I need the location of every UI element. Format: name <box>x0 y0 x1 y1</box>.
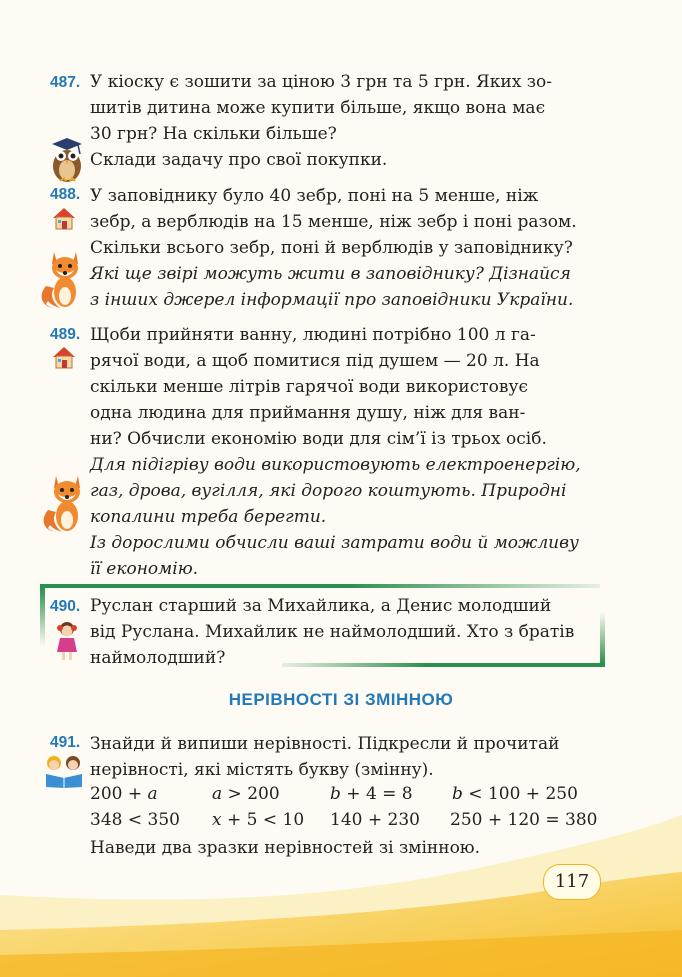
text-line: з інших джерел інформації про заповідники України. <box>90 290 574 310</box>
task-487-text <box>90 69 594 173</box>
ineq-text: > 200 <box>222 784 280 804</box>
page-number: 117 <box>543 864 601 900</box>
task-491-text <box>90 731 594 783</box>
text-line: копалини треба берегти. <box>90 507 327 527</box>
inequality-item <box>330 810 420 830</box>
inequality-item <box>212 810 304 830</box>
text-line: наймолодший? <box>90 648 226 668</box>
text-line: шитів дитина може купити більше, якщо вона має <box>90 98 546 118</box>
text-line: одна людина для приймання душу, ніж для ван- <box>90 403 526 423</box>
text-line: Знайди й випиши нерівності. Підкресли й прочитай <box>90 734 560 754</box>
task-number-488: 488. <box>50 186 81 203</box>
text-line: 30 грн? На скільки більше? <box>90 124 337 144</box>
inequality-item <box>450 810 597 830</box>
kids-reading-icon <box>42 754 86 788</box>
text-line: Для підігріву води використовують електроенергію, <box>90 455 581 475</box>
ineq-text: 250 + 120 = 380 <box>450 810 598 830</box>
ineq-text: 348 < 350 <box>90 810 180 830</box>
inequality-item <box>452 784 578 804</box>
text-line: У заповіднику було 40 зебр, поні на 5 менше, ніж <box>90 186 539 206</box>
task-number-491: 491. <box>50 734 81 751</box>
task-488-text <box>90 183 594 313</box>
task-number-490: 490. <box>50 598 81 615</box>
frame-right-bar <box>600 612 605 664</box>
text-line: Які ще звірі можуть жити в заповіднику? Дізнайся <box>90 264 571 284</box>
owl-teacher-icon <box>46 134 88 184</box>
frame-left-bar <box>40 588 45 646</box>
text-line: У кіоску є зошити за ціною 3 грн та 5 грн. Яких зо- <box>90 72 552 92</box>
text-line: її економію. <box>90 559 199 579</box>
ineq-text: + 4 = 8 <box>340 784 413 804</box>
text-line: Скільки всього зебр, поні й верблюдів у заповіднику? <box>90 238 573 258</box>
text-line: ни? Обчисли економію води для сім’ї із трьох осіб. <box>90 429 547 449</box>
ineq-var: a <box>212 784 223 804</box>
inequality-item <box>90 810 180 830</box>
text-line: Склади задачу про свої покупки. <box>90 150 388 170</box>
text-line: рячої води, а щоб помитися під душем — 20 л. На <box>90 351 540 371</box>
ineq-var: b <box>452 784 463 804</box>
fox-icon <box>40 470 86 536</box>
ineq-text: < 100 + 250 <box>462 784 578 804</box>
inequality-item <box>212 784 280 804</box>
task-489-text <box>90 322 594 582</box>
task-491-final <box>90 835 594 861</box>
inequality-item <box>330 784 413 804</box>
ineq-text: 140 + 230 <box>330 810 420 830</box>
text-line: Щоби прийняти ванну, людині потрібно 100 л га- <box>90 325 536 345</box>
text-line: нерівності, які містять букву (змінну). <box>90 760 434 780</box>
text-line: Руслан старший за Михайлика, а Денис молодший <box>90 596 552 616</box>
ineq-var: x <box>212 810 222 830</box>
text-line: зебр, а верблюдів на 15 менше, ніж зебр і поні разом. <box>90 212 577 232</box>
fox-icon <box>38 246 84 312</box>
girl-icon <box>54 620 80 662</box>
text-line: газ, дрова, вугілля, які дорого коштують. Природні <box>90 481 567 501</box>
house-icon <box>51 345 77 369</box>
house-icon <box>51 206 77 230</box>
task-number-487: 487. <box>50 74 81 91</box>
text-line: Із дорослими обчисли ваші затрати води й можливу <box>90 533 579 553</box>
frame-top-bar <box>40 584 600 588</box>
text-line: Наведи два зразки нерівностей зі змінною. <box>90 838 481 858</box>
ineq-var: a <box>147 784 158 804</box>
task-number-489: 489. <box>50 326 81 343</box>
text-line: скільки менше літрів гарячої води використовує <box>90 377 529 397</box>
ineq-text: 200 + <box>90 784 148 804</box>
section-title: НЕРІВНОСТІ ЗІ ЗМІННОЮ <box>228 690 454 709</box>
inequality-item <box>90 784 158 804</box>
text-line: від Руслана. Михайлик не наймолодший. Хто з братів <box>90 622 575 642</box>
task-490-text <box>90 593 594 671</box>
ineq-var: b <box>330 784 341 804</box>
ineq-text: + 5 < 10 <box>221 810 305 830</box>
